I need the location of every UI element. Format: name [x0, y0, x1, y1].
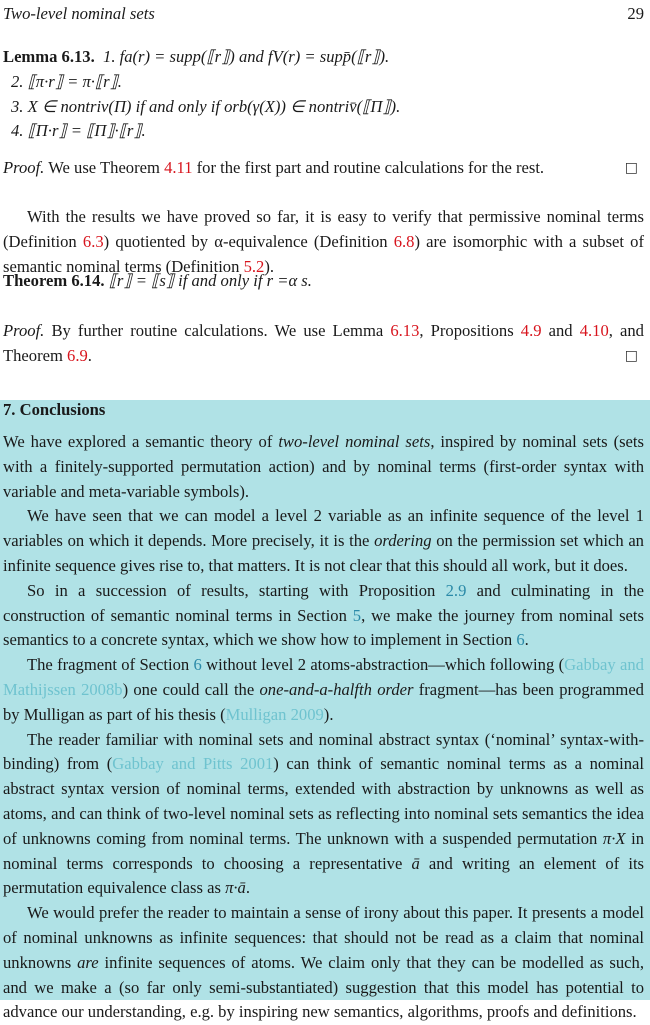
ref-section-5[interactable]: 5	[352, 605, 362, 625]
text: in nominal terms corresponds to choosing a representative	[3, 828, 644, 873]
text: ) quotiented by α-equivalence (Definition	[103, 231, 394, 251]
text: We would prefer the reader to maintain a sense of irony about this paper. It presents a model of nominal unknowns as infinite sequences: that should not be read as a claim that nominal unknowns	[3, 903, 644, 972]
proof-label: Proof.	[3, 321, 45, 340]
text: ) can think of semantic nominal terms as a nominal abstract syntax version of nominal terms, extended with abstraction by unknowns as well as atoms, and can think of two-level nominal sets as reflecting into nominal sets semantics the idea of unknowns coming from nominal terms. The unknown with a suspended permutation	[3, 754, 644, 848]
math: π·X	[602, 828, 626, 848]
text: .	[245, 878, 251, 898]
ref-def-6-8[interactable]: 6.8	[393, 231, 415, 251]
text: ) are isomorphic with a subset of semantic nominal terms (Definition	[3, 231, 644, 276]
theorem-6-14	[3, 269, 644, 294]
running-title: Two-level nominal sets	[3, 4, 155, 23]
page-number: 29	[627, 4, 644, 23]
paragraph-6	[3, 901, 644, 1025]
math: ā	[411, 853, 420, 873]
emphasis: ordering	[374, 531, 432, 551]
text: and culminating in the construction of semantic nominal terms in Section	[3, 580, 645, 625]
proof-label: Proof.	[3, 158, 45, 177]
text: So in a succession of results, starting with Proposition	[27, 580, 446, 600]
page-header	[3, 2, 644, 24]
text: on the permission set which an infinite sequence gives rise to, that matters. It is not clear that this should all work, but it does.	[3, 531, 644, 575]
citation-mulligan[interactable]: Mulligan 2009	[225, 704, 324, 724]
text: , and Theorem	[3, 321, 644, 365]
lemma-item-3: 3. X ∈ nontriv(Π) if and only if orb(γ(X)) ∈ nontriv̄(⟦Π⟧).	[11, 96, 401, 116]
text: .	[524, 630, 529, 650]
text: , inspired by nominal sets (sets with a finitely-supported permutation action) and by nominal terms (first-order syntax with variable and meta-variable symbols).	[3, 432, 644, 501]
section-heading-conclusions	[3, 398, 644, 423]
lemma-6-13	[3, 45, 644, 144]
proof-lemma	[3, 156, 644, 181]
text: We have seen that we can model a level 2 variable as an infinite sequence of the level 1 variables on which it depends. More precisely, it is the	[3, 506, 644, 551]
ref-theorem-4-11[interactable]: 4.11	[164, 158, 193, 177]
text: infinite sequences of atoms. We claim only that they can be modelled as such, and we make a (so far only semi-substantiated) suggestion that this model has potential to advance our understanding, e.g. by inspiring new semantics, algorithms, proofs and definitions.	[3, 952, 644, 1022]
citation-gabbay-mathijssen[interactable]: Gabbay and Mathijssen 2008b	[3, 655, 644, 699]
paragraph-1	[3, 430, 644, 504]
text: ) one could call the	[122, 679, 260, 699]
paragraph-4	[3, 653, 644, 727]
citation-gabbay-pitts[interactable]: Gabbay and Pitts 2001	[112, 754, 274, 774]
qed-box-icon: □	[624, 160, 638, 176]
proof-text: We use Theorem	[44, 158, 165, 177]
text: The fragment of Section	[27, 655, 194, 675]
theorem-label: Theorem 6.14.	[3, 271, 105, 290]
ref-def-5-2[interactable]: 5.2	[243, 256, 265, 276]
lemma-item-4: 4. ⟦Π·r⟧ = ⟦Π⟧·⟦r⟧.	[11, 121, 146, 141]
qed-box-icon: □	[624, 348, 638, 364]
math: π·ā	[225, 878, 246, 898]
text: ).	[323, 704, 334, 724]
paragraph-5	[3, 728, 644, 902]
lemma-item-1: 1. fa(r) = supp(⟦r⟧) and fV(r) = supp̄(⟦r⟧).	[103, 47, 390, 66]
text: and writing an element of its permutation equivalence class as	[3, 853, 645, 898]
ref-section-6[interactable]: 6	[193, 655, 202, 675]
paragraph-2	[3, 504, 644, 578]
emphasis: one-and-a-halfth order	[259, 679, 414, 699]
lemma-label: Lemma 6.13.	[3, 47, 95, 66]
text: without level 2 atoms-abstraction—which following (	[201, 655, 565, 675]
ref-prop-2-9[interactable]: 2.9	[445, 580, 467, 600]
text: and	[541, 321, 580, 340]
ref-lemma-6-13[interactable]: 6.13	[390, 321, 420, 340]
lemma-item-2: 2. ⟦π·r⟧ = π·⟦r⟧.	[11, 71, 122, 91]
ref-theorem-6-9[interactable]: 6.9	[67, 345, 88, 365]
ref-prop-4-9[interactable]: 4.9	[520, 321, 542, 340]
text: .	[87, 345, 92, 365]
conclusions-body	[3, 430, 644, 1025]
section-title: 7. Conclusions	[3, 400, 106, 419]
ref-prop-4-10[interactable]: 4.10	[579, 321, 609, 340]
text: We have explored a semantic theory of	[3, 432, 279, 451]
text: , we make the journey from nominal sets semantics to a concrete syntax, which we show how to implement in Section	[3, 605, 644, 650]
proof-theorem	[3, 319, 644, 369]
emphasis: are	[77, 952, 99, 972]
text: With the results we have proved so far, it is easy to verify that permissive nominal terms (Definition	[3, 207, 644, 251]
text: ).	[264, 256, 274, 276]
text: , Propositions	[419, 321, 521, 340]
ref-section-6[interactable]: 6	[516, 630, 525, 650]
text: fragment—has been programmed by Mulligan as part of his thesis (	[3, 679, 644, 724]
ref-def-6-3[interactable]: 6.3	[82, 231, 104, 251]
theorem-statement: ⟦r⟧ = ⟦s⟧ if and only if r =α s.	[108, 271, 312, 290]
emphasis: two-level nominal sets	[278, 432, 431, 451]
text: By further routine calculations. We use Lemma	[44, 321, 391, 340]
proof-text: for the first part and routine calculations for the rest.	[192, 158, 545, 177]
text: The reader familiar with nominal sets and nominal abstract syntax (‘nominal’ syntax-with-binding) from (	[3, 729, 644, 774]
paragraph-3	[3, 579, 644, 653]
